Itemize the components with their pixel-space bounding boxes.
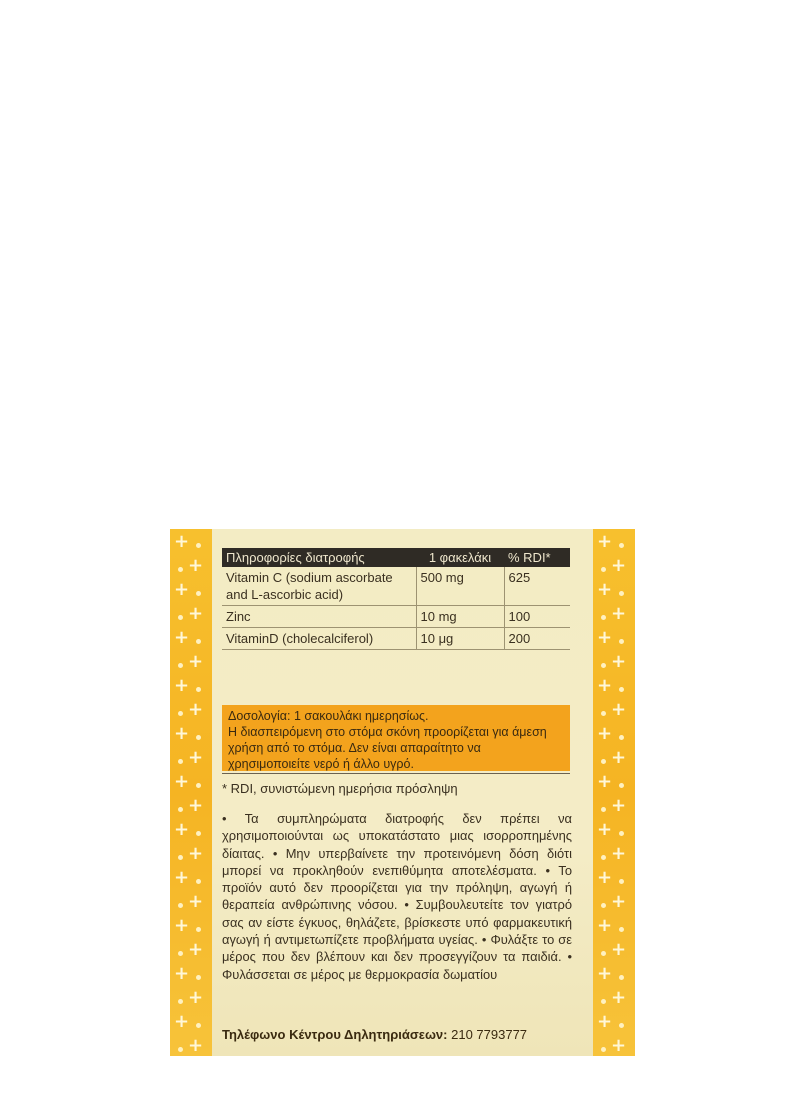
plus-decoration-icon: +: [174, 915, 190, 936]
poison-center-phone: [222, 1027, 527, 1042]
plus-decoration-icon: +: [611, 603, 627, 624]
plus-decoration-icon: +: [597, 915, 613, 936]
divider: [222, 773, 570, 774]
plus-decoration-icon: +: [188, 843, 204, 864]
nutrient-amount: 10 mg: [416, 606, 504, 628]
left-decorative-stripe: [170, 529, 212, 1056]
dot-decoration-icon: [196, 879, 201, 884]
plus-decoration-icon: +: [188, 603, 204, 624]
plus-decoration-icon: +: [597, 867, 613, 888]
dot-decoration-icon: [178, 855, 183, 860]
dot-decoration-icon: [178, 999, 183, 1004]
header-per-sachet: 1 φακελάκι: [416, 548, 504, 567]
dot-decoration-icon: [601, 1047, 606, 1052]
plus-decoration-icon: +: [597, 1011, 613, 1032]
dot-decoration-icon: [601, 711, 606, 716]
dot-decoration-icon: [196, 639, 201, 644]
plus-decoration-icon: +: [174, 819, 190, 840]
nutrition-table-header: [222, 548, 570, 567]
nutrient-rdi: 625: [504, 567, 570, 606]
dot-decoration-icon: [619, 783, 624, 788]
dot-decoration-icon: [601, 663, 606, 668]
dot-decoration-icon: [601, 903, 606, 908]
nutrient-rdi: 100: [504, 606, 570, 628]
plus-decoration-icon: +: [188, 987, 204, 1008]
nutrient-amount: 500 mg: [416, 567, 504, 606]
plus-decoration-icon: +: [597, 771, 613, 792]
product-label-photo: [170, 529, 635, 1056]
dot-decoration-icon: [178, 807, 183, 812]
dot-decoration-icon: [196, 783, 201, 788]
nutrient-rdi: 200: [504, 628, 570, 650]
dot-decoration-icon: [619, 543, 624, 548]
plus-decoration-icon: +: [188, 747, 204, 768]
dot-decoration-icon: [619, 927, 624, 932]
plus-decoration-icon: +: [174, 867, 190, 888]
dot-decoration-icon: [619, 879, 624, 884]
dot-decoration-icon: [619, 1023, 624, 1028]
nutrient-amount: 10 μg: [416, 628, 504, 650]
plus-decoration-icon: +: [174, 771, 190, 792]
plus-decoration-icon: +: [611, 795, 627, 816]
table-row: [222, 567, 570, 606]
dot-decoration-icon: [601, 615, 606, 620]
plus-decoration-icon: +: [611, 651, 627, 672]
header-rdi: % RDI*: [504, 548, 570, 567]
dot-decoration-icon: [196, 687, 201, 692]
plus-decoration-icon: +: [611, 987, 627, 1008]
dot-decoration-icon: [619, 735, 624, 740]
dot-decoration-icon: [178, 1047, 183, 1052]
dot-decoration-icon: [619, 639, 624, 644]
plus-decoration-icon: +: [611, 1035, 627, 1056]
dot-decoration-icon: [601, 951, 606, 956]
dot-decoration-icon: [619, 687, 624, 692]
nutrient-name: Zinc: [222, 606, 416, 628]
plus-decoration-icon: +: [188, 1035, 204, 1056]
plus-decoration-icon: +: [611, 699, 627, 720]
dot-decoration-icon: [619, 591, 624, 596]
dot-decoration-icon: [178, 951, 183, 956]
dot-decoration-icon: [178, 663, 183, 668]
plus-decoration-icon: +: [597, 819, 613, 840]
plus-decoration-icon: +: [611, 843, 627, 864]
table-row: [222, 606, 570, 628]
plus-decoration-icon: +: [597, 531, 613, 552]
plus-decoration-icon: +: [188, 699, 204, 720]
plus-decoration-icon: +: [611, 939, 627, 960]
dot-decoration-icon: [196, 735, 201, 740]
plus-decoration-icon: +: [174, 675, 190, 696]
dot-decoration-icon: [601, 999, 606, 1004]
dot-decoration-icon: [196, 543, 201, 548]
header-nutrition-info: Πληροφορίες διατροφής: [222, 548, 416, 567]
nutrition-table: [222, 548, 570, 650]
phone-label: Τηλέφωνο Κέντρου Δηλητηριάσεων:: [222, 1027, 448, 1042]
label-panel: [212, 529, 593, 1056]
plus-decoration-icon: +: [611, 747, 627, 768]
dot-decoration-icon: [196, 591, 201, 596]
plus-decoration-icon: +: [597, 675, 613, 696]
nutrient-name: Vitamin C (sodium ascorbate and L-ascorbic acid): [222, 567, 416, 606]
plus-decoration-icon: +: [174, 723, 190, 744]
plus-decoration-icon: +: [174, 627, 190, 648]
dosage-instructions: Η διασπειρόμενη στο στόμα σκόνη προορίζεται για άμεση χρήση από το στόμα. Δεν είναι απαραίτητο να χρησιμοποιείτε νερό ή άλλο υγρό.: [228, 725, 547, 771]
plus-decoration-icon: +: [188, 555, 204, 576]
plus-decoration-icon: +: [174, 531, 190, 552]
plus-decoration-icon: +: [597, 627, 613, 648]
dot-decoration-icon: [178, 615, 183, 620]
dot-decoration-icon: [601, 855, 606, 860]
plus-decoration-icon: +: [597, 723, 613, 744]
plus-decoration-icon: +: [611, 891, 627, 912]
plus-decoration-icon: +: [188, 795, 204, 816]
plus-decoration-icon: +: [174, 579, 190, 600]
dot-decoration-icon: [601, 567, 606, 572]
plus-decoration-icon: +: [188, 651, 204, 672]
plus-decoration-icon: +: [188, 891, 204, 912]
dosage-line: Δοσολογία: 1 σακουλάκι ημερησίως.: [228, 709, 429, 723]
dosage-box: [222, 705, 570, 771]
plus-decoration-icon: +: [188, 939, 204, 960]
dot-decoration-icon: [196, 831, 201, 836]
dot-decoration-icon: [601, 759, 606, 764]
plus-decoration-icon: +: [597, 963, 613, 984]
dot-decoration-icon: [178, 567, 183, 572]
right-decorative-stripe: [593, 529, 635, 1056]
dot-decoration-icon: [619, 975, 624, 980]
plus-decoration-icon: +: [611, 555, 627, 576]
dot-decoration-icon: [178, 903, 183, 908]
plus-decoration-icon: +: [174, 963, 190, 984]
warnings-text: • Τα συμπληρώματα διατροφής δεν πρέπει να χρησιμοποιούνται ως υποκατάστατο μιας ισορροπημένης δίαιτας. • Μην υπερβαίνετε την προτεινόμενη δόση διότι μπορεί να προκληθούν ενεπιθύμητα αποτελέσματα. • Το προϊόν αυτό δεν προορίζεται για την πρόληψη, αγωγή ή θεραπεία ανθρώπινης νόσου. • Συμβουλευτείτε τον γιατρό σας αν είστε έγκυος, θηλάζετε, βρίσκεστε υπό φαρμακευτική αγωγή ή αντιμετωπίζετε προβλήματα υγείας. • Φυλάξτε το σε μέρος που δεν βλέπουν και δεν προσεγγίζουν τα παιδιά. • Φυλάσσεται σε μέρος με θερμοκρασία δωματίου: [222, 811, 572, 982]
dot-decoration-icon: [178, 711, 183, 716]
dot-decoration-icon: [196, 1023, 201, 1028]
dot-decoration-icon: [601, 807, 606, 812]
dot-decoration-icon: [619, 831, 624, 836]
plus-decoration-icon: +: [597, 579, 613, 600]
dot-decoration-icon: [178, 759, 183, 764]
phone-number: 210 7793777: [451, 1027, 528, 1042]
dot-decoration-icon: [196, 975, 201, 980]
nutrient-name: VitaminD (cholecalciferol): [222, 628, 416, 650]
rdi-footnote: * RDI, συνιστώμενη ημερήσια πρόσληψη: [222, 781, 458, 796]
plus-decoration-icon: +: [174, 1011, 190, 1032]
table-row: [222, 628, 570, 650]
dot-decoration-icon: [196, 927, 201, 932]
